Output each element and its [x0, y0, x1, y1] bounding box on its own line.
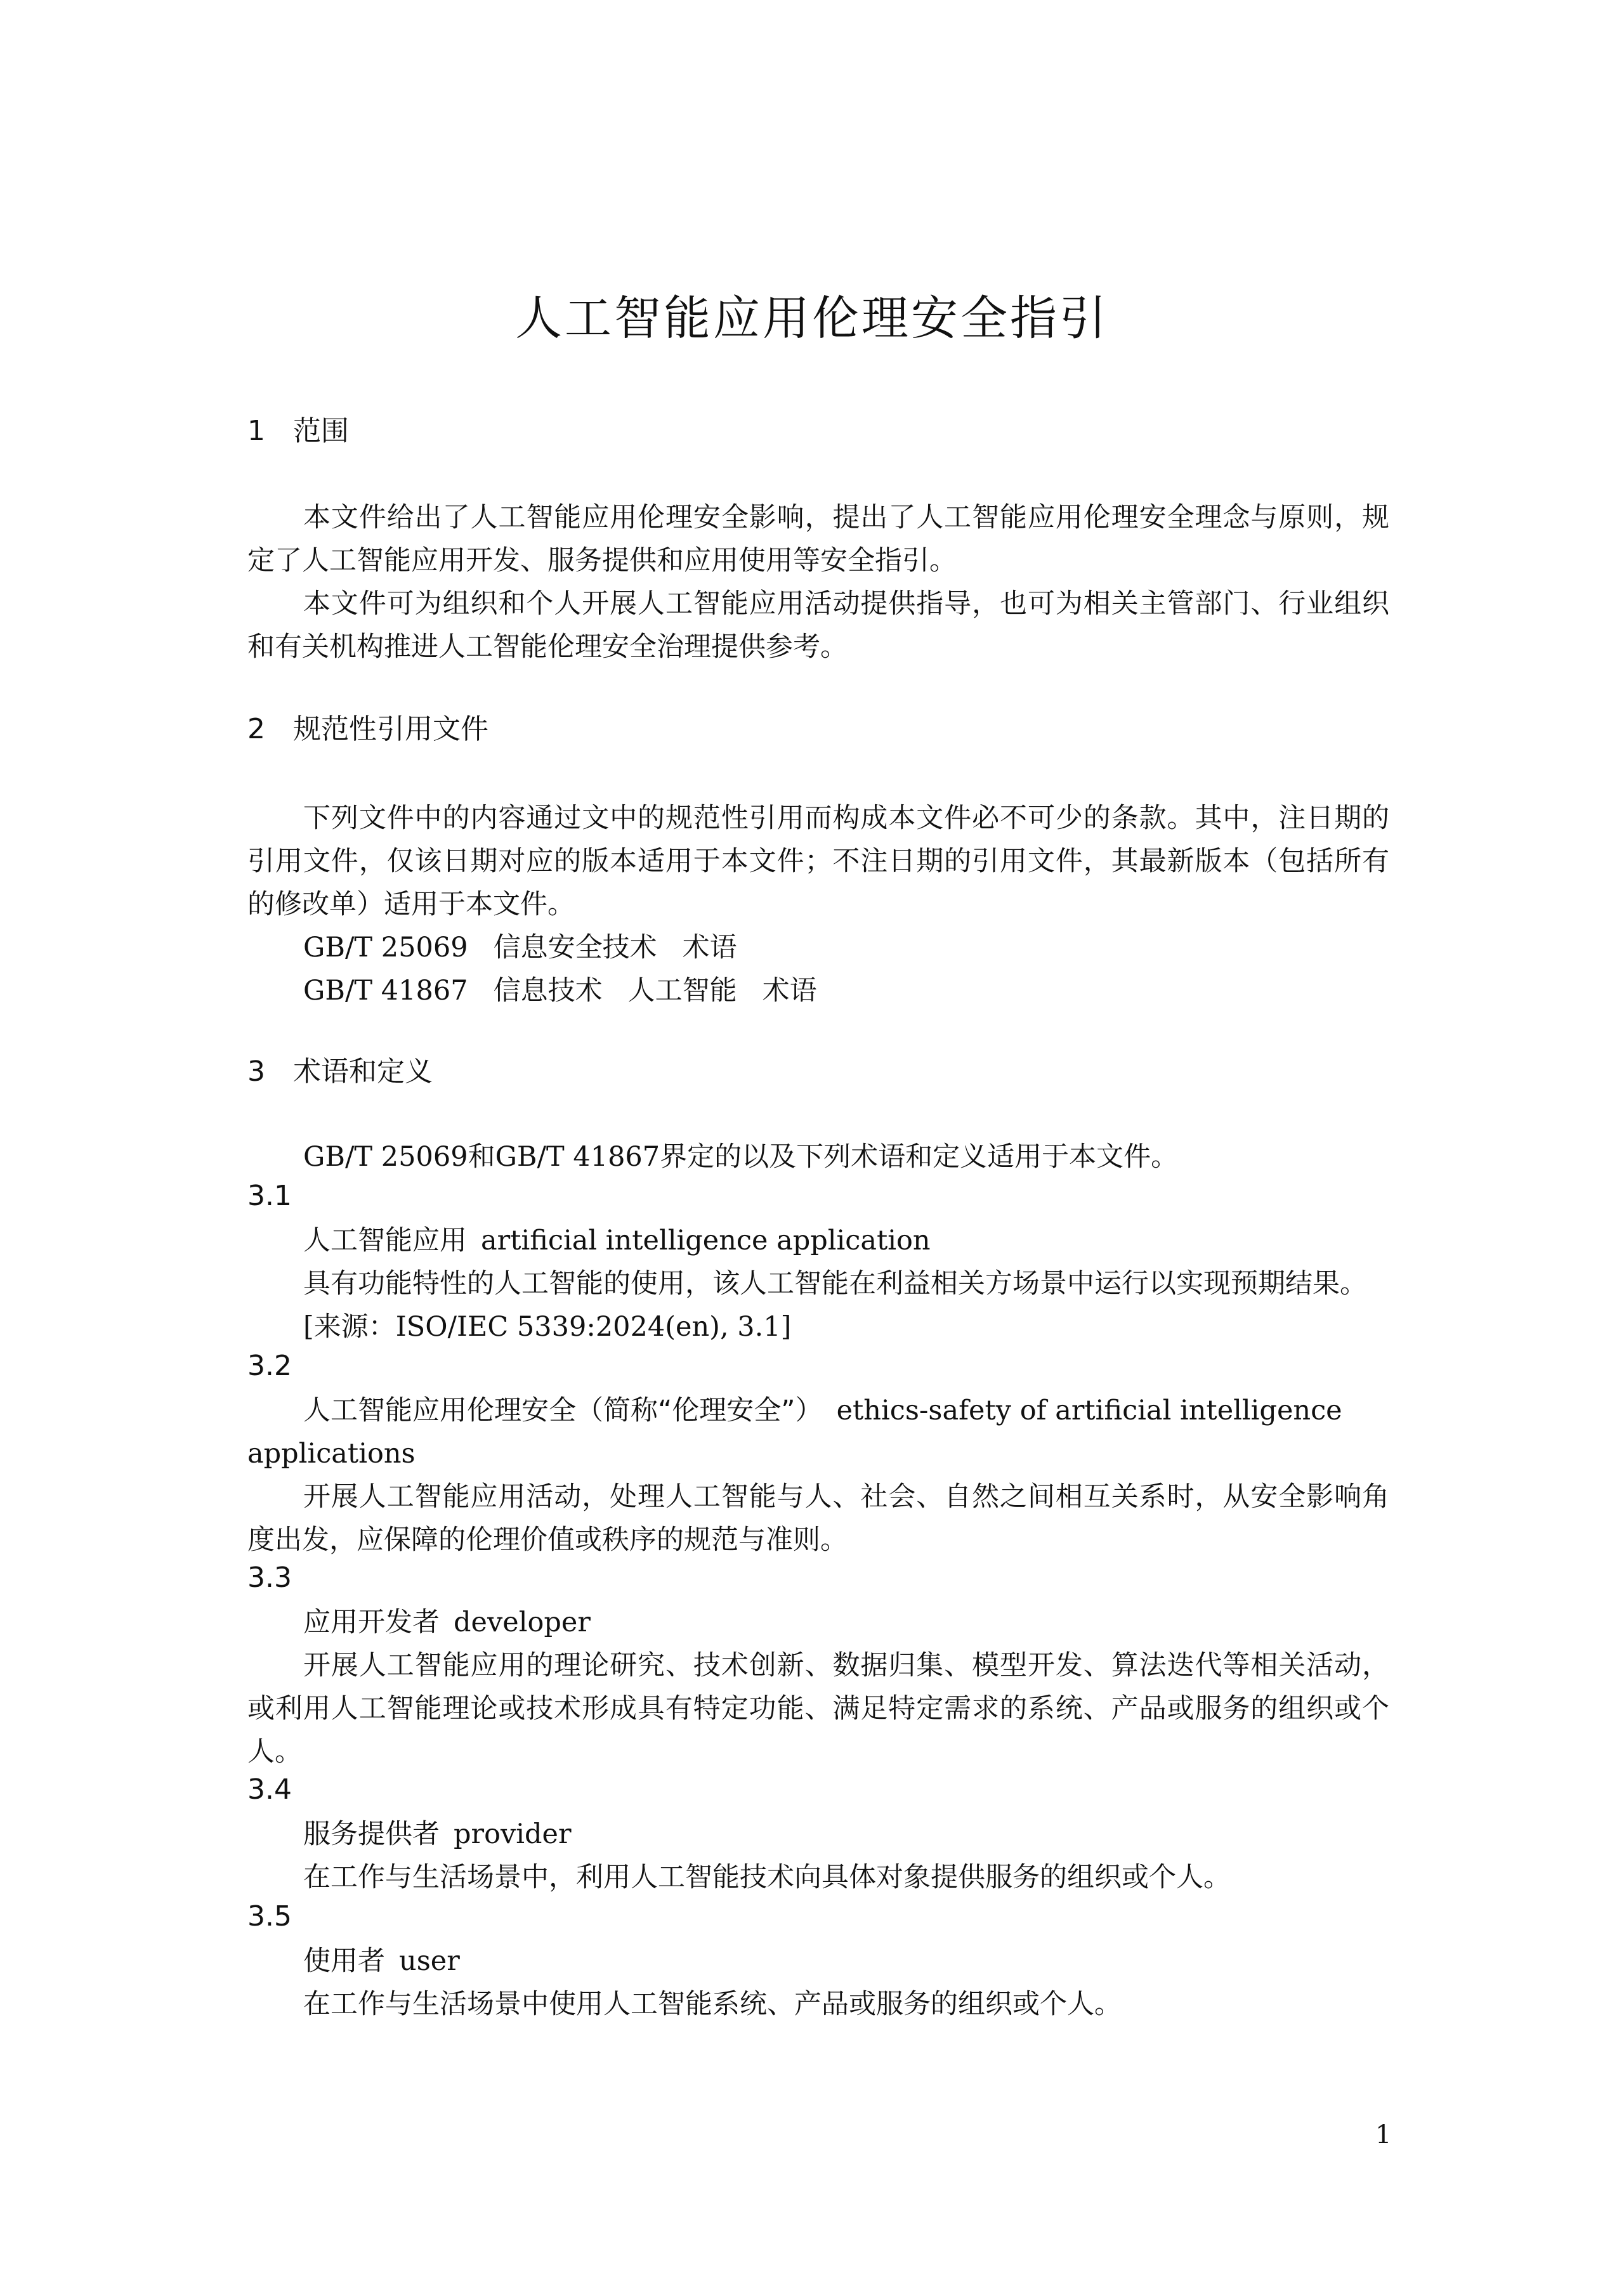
term-definition: 在工作与生活场景中，利用人工智能技术向具体对象提供服务的组织或个人。: [303, 1862, 1231, 1893]
term-heading: [303, 1813, 572, 1856]
page-number: 1: [1375, 2120, 1392, 2149]
term-heading: [303, 1219, 931, 1262]
section-number: 2: [247, 713, 265, 745]
term-chinese: 人工智能应用: [303, 1225, 467, 1256]
term-number: 3.5: [247, 1900, 292, 1933]
term-number: 3.4: [247, 1773, 292, 1806]
term-definition: 在工作与生活场景中使用人工智能系统、产品或服务的组织或个人。: [303, 1988, 1122, 2020]
reference-title-part: 人工智能: [627, 975, 737, 1007]
paragraph: 下列文件中的内容通过文中的规范性引用而构成本文件必不可少的条款。其中，注日期的引用文件，仅该日期对应的版本适用于本文件；不注日期的引用文件，其最新版本（包括所有的修改单）适用于本文件。: [247, 802, 1389, 920]
term-heading: [303, 1601, 591, 1644]
section-heading-scope: [247, 412, 349, 450]
section-title: 术语和定义: [293, 1055, 433, 1088]
reference-entry: [303, 969, 817, 1012]
term-definition: 具有功能特性的人工智能的使用，该人工智能在利益相关方场景中运行以实现预期结果。: [303, 1268, 1367, 1300]
reference-title-part: 术语: [762, 975, 817, 1007]
reference-code: GB/T 25069: [303, 932, 468, 963]
reference-code: GB/T 41867: [303, 975, 468, 1007]
reference-title-part: 信息安全技术: [493, 932, 657, 963]
section-title: 范围: [293, 415, 349, 447]
document-title: 人工智能应用伦理安全指引: [515, 291, 1109, 346]
term-number: 3.2: [247, 1350, 292, 1382]
term-heading: [303, 1940, 460, 1983]
term-english: provider: [454, 1818, 572, 1850]
reference-entry: [303, 926, 737, 969]
term-source: [来源：ISO/IEC 5339:2024(en), 3.1]: [303, 1311, 792, 1343]
term-chinese: 使用者: [303, 1945, 385, 1977]
reference-title-part: 信息技术: [493, 975, 603, 1007]
term-number: 3.3: [247, 1562, 292, 1594]
term-definition: 开展人工智能应用活动，处理人工智能与人、社会、自然之间相互关系时，从安全影响角度出发，应保障的伦理价值或秩序的规范与准则。: [247, 1481, 1389, 1556]
section-heading-normative-references: [247, 710, 488, 748]
terms-intro: GB/T 25069和GB/T 41867界定的以及下列术语和定义适用于本文件。: [303, 1141, 1179, 1173]
paragraph: 本文件可为组织和个人开展人工智能应用活动提供指导，也可为相关主管部门、行业组织和有关机构推进人工智能伦理安全治理提供参考。: [247, 588, 1389, 663]
term-number: 3.1: [247, 1180, 292, 1212]
section-title: 规范性引用文件: [293, 713, 488, 745]
term-definition: 开展人工智能应用的理论研究、技术创新、数据归集、模型开发、算法迭代等相关活动，或利用人工智能理论或技术形成具有特定功能、满足特定需求的系统、产品或服务的组织或个人。: [247, 1650, 1389, 1768]
term-chinese: 应用开发者: [303, 1607, 440, 1638]
term-english: user: [399, 1945, 460, 1977]
term-chinese: 人工智能应用伦理安全（简称“伦理安全”）: [303, 1395, 823, 1426]
section-heading-terms: [247, 1053, 433, 1091]
paragraph: 本文件给出了人工智能应用伦理安全影响，提出了人工智能应用伦理安全理念与原则，规定了人工智能应用开发、服务提供和应用使用等安全指引。: [247, 502, 1389, 577]
reference-title-part: 术语: [682, 932, 737, 963]
term-english: developer: [454, 1607, 591, 1638]
section-number: 3: [247, 1055, 265, 1088]
term-chinese: 服务提供者: [303, 1818, 440, 1850]
section-number: 1: [247, 415, 265, 447]
term-english: ethics-safety of artificial intelligence applications: [247, 1395, 1342, 1470]
term-heading: [247, 1389, 1389, 1475]
term-english: artificial intelligence application: [481, 1225, 931, 1256]
